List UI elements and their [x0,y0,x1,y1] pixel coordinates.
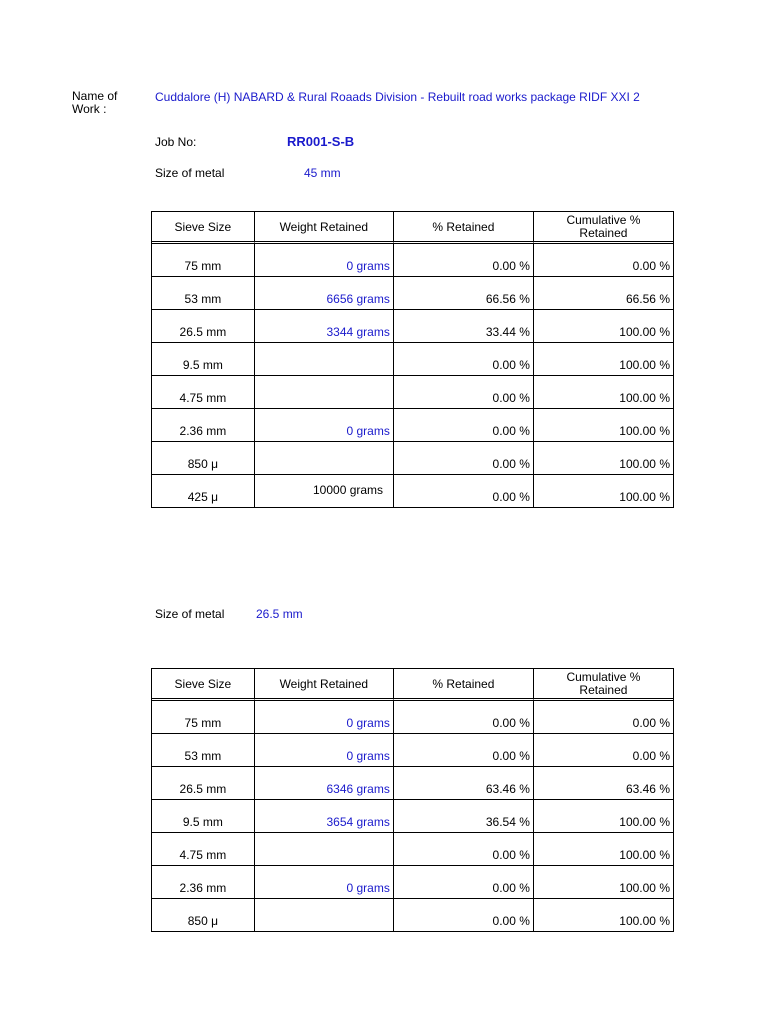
pct-retained-cell: 36.54 % [394,800,534,833]
cumulative-cell: 63.46 % [534,767,673,800]
table-row [152,866,673,899]
total-weight: 10000 grams [313,483,384,497]
table-header-row [152,212,673,244]
table-row [152,734,673,767]
pct-retained-cell: 0.00 % [394,899,534,931]
table-row [152,376,673,409]
pct-retained-cell: 66.56 % [394,277,534,310]
sieve-size-cell: 26.5 mm [152,310,255,343]
sieve-size-cell: 2.36 mm [152,409,255,442]
weight-retained-cell: 0 grams [255,866,394,899]
cumulative-cell: 100.00 % [619,914,670,928]
weight-retained-cell: 3654 grams [255,800,394,833]
table-header-row [152,669,673,701]
table-row [152,701,673,734]
weight-retained-cell: 0 grams [255,409,394,442]
pct-retained-cell: 0.00 % [394,442,534,475]
size-of-metal-label-1: Size of metal [155,166,225,180]
sieve-size-cell: 9.5 mm [152,800,255,833]
sieve-size-cell: 9.5 mm [152,343,255,376]
table-row [152,343,673,376]
col-header-cumulative-line1: Cumulative % [566,669,641,684]
col-header-cumulative-line2: Retained [579,682,628,697]
sieve-size-cell: 2.36 mm [152,866,255,899]
cumulative-cell: 100.00 % [534,310,673,343]
table-row [152,310,673,343]
col-header-weight-retained: Weight Retained [255,669,394,701]
cumulative-cell: 100.00 % [534,409,673,442]
col-header-cumulative-line1: Cumulative % [566,212,641,227]
cumulative-cell: 100.00 % [534,800,673,833]
cumulative-cell: 100.00 % [534,833,673,866]
name-of-work-label [72,90,117,116]
weight-retained-cell [255,343,394,376]
cumulative-cell: 100.00 % [534,442,673,475]
table-row [152,409,673,442]
name-of-work-value: Cuddalore (H) NABARD & Rural Roaads Division - Rebuilt road works package RIDF XXI 2 [155,90,640,104]
sieve-size-cell: 4.75 mm [152,376,255,409]
table-row [152,244,673,277]
table-row [152,833,673,866]
col-header-sieve-size: Sieve Size [152,669,255,701]
cumulative-cell: 0.00 % [534,701,673,734]
cumulative-cell: 100.00 % [534,343,673,376]
size-of-metal-value-2: 26.5 mm [256,607,303,621]
cumulative-cell: 100.00 % [534,376,673,409]
sieve-size-cell: 425 μ [152,475,255,507]
table-row [152,899,673,931]
weight-retained-cell: 0 grams [255,734,394,767]
weight-retained-cell: 0 grams [255,244,394,277]
col-header-cumulative [534,669,673,701]
col-header-cumulative [534,212,673,244]
weight-retained-cell: 6346 grams [255,767,394,800]
pct-retained-cell: 0.00 % [394,475,534,507]
sieve-size-cell: 75 mm [152,701,255,734]
cumulative-cell: 66.56 % [534,277,673,310]
col-header-pct-retained: % Retained [394,669,534,701]
job-no-label: Job No: [155,135,197,149]
table-row [152,767,673,800]
pct-retained-cell: 0.00 % [394,244,534,277]
size-of-metal-value-1: 45 mm [304,166,341,180]
pct-retained-cell: 63.46 % [394,767,534,800]
col-header-weight-retained: Weight Retained [255,212,394,244]
table-row [152,442,673,475]
sieve-size-cell: 850 μ [152,442,255,475]
weight-retained-cell: 3344 grams [255,310,394,343]
weight-retained-cell [255,899,394,931]
table-row [152,800,673,833]
name-of-work-label-line2: Work : [72,102,107,116]
pct-retained-cell: 0.00 % [394,376,534,409]
pct-retained-cell: 33.44 % [394,310,534,343]
pct-retained-cell: 0.00 % [394,409,534,442]
weight-retained-cell [255,833,394,866]
col-header-sieve-size: Sieve Size [152,212,255,244]
pct-retained-cell: 0.00 % [394,343,534,376]
weight-retained-cell: 0 grams [255,701,394,734]
table-row [152,277,673,310]
sieve-size-cell: 75 mm [152,244,255,277]
cumulative-cell: 100.00 % [619,490,670,504]
weight-retained-cell: 6656 grams [255,277,394,310]
cumulative-cell: 100.00 % [534,866,673,899]
cumulative-cell: 0.00 % [534,244,673,277]
sieve-size-cell: 850 μ [152,899,255,931]
col-header-cumulative-line2: Retained [579,225,628,240]
col-header-pct-retained: % Retained [394,212,534,244]
sieve-size-cell: 4.75 mm [152,833,255,866]
weight-retained-cell [255,376,394,409]
pct-retained-cell: 0.00 % [394,866,534,899]
weight-retained-cell [255,442,394,475]
sieve-table-2 [151,668,674,932]
name-of-work-label-line1: Name of [72,89,118,103]
cumulative-cell: 0.00 % [534,734,673,767]
table-row [152,475,673,507]
sieve-size-cell: 26.5 mm [152,767,255,800]
job-no-value: RR001-S-B [287,134,355,149]
sieve-table-1 [151,211,674,508]
pct-retained-cell: 0.00 % [394,833,534,866]
size-of-metal-label-2: Size of metal [155,607,225,621]
sieve-size-cell: 53 mm [152,277,255,310]
sieve-size-cell: 53 mm [152,734,255,767]
pct-retained-cell: 0.00 % [394,701,534,734]
pct-retained-cell: 0.00 % [394,734,534,767]
